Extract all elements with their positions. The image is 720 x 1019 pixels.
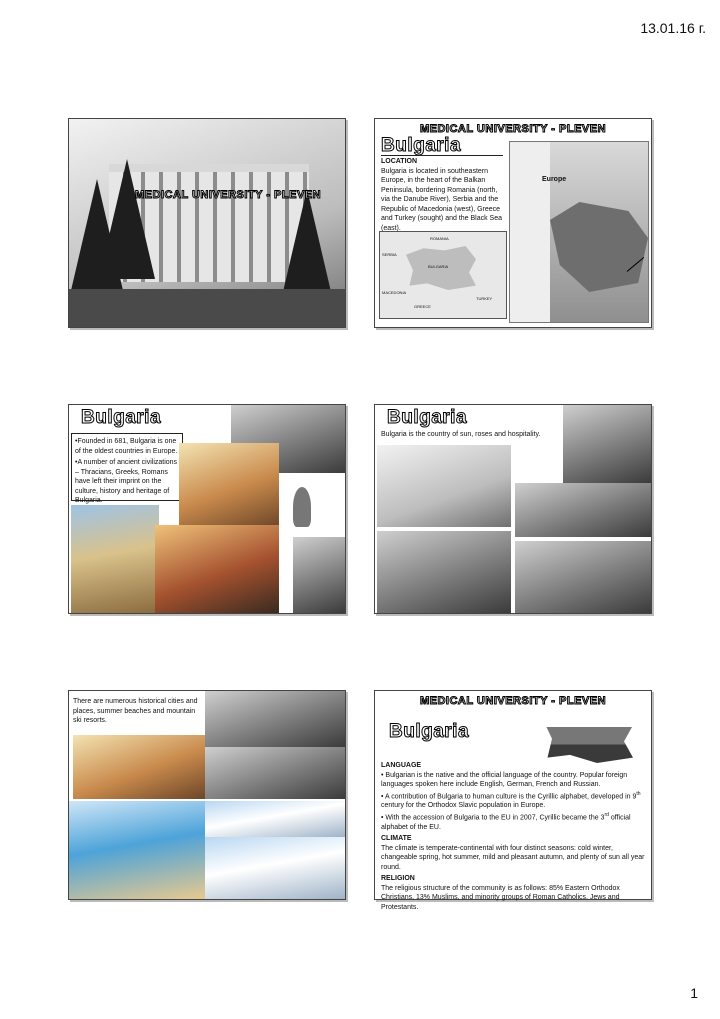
rose-harvest-photo	[515, 541, 651, 613]
mountain-landscape-photo	[377, 531, 511, 613]
label-romania: ROMANIA	[430, 236, 449, 241]
slide-header: MEDICAL UNIVERSITY - PLEVEN	[419, 695, 607, 707]
page-number: 1	[690, 985, 698, 1001]
overlay-title: MEDICAL UNIVERSITY - PLEVEN	[135, 189, 322, 201]
ski-slope-photo	[205, 801, 345, 837]
slide-header: MEDICAL UNIVERSITY - PLEVEN	[419, 123, 607, 135]
slide-title: Bulgaria	[381, 135, 462, 156]
slide-title: Bulgaria	[81, 407, 162, 428]
europe-map	[509, 141, 649, 323]
language-p3-text-end: official alphabet of the EU.	[381, 814, 631, 831]
history-textbox	[71, 433, 183, 504]
fortress-tower-photo	[293, 537, 345, 613]
tree-left-2	[99, 159, 155, 279]
ancient-ruins-photo	[179, 443, 279, 527]
thracian-tomb-fresco-photo	[155, 525, 279, 613]
location-text: Bulgaria is located in southeastern Europe, in the heart of the Balkan Peninsula, bordering Romania (north, via the Danube River), Serbia and the Republic of Macedonia (west), Greece and Turkey (sought) and the Black Sea (east).	[381, 167, 503, 232]
language-heading: LANGUAGE	[381, 762, 422, 769]
language-p3-sup: rd	[604, 811, 609, 818]
language-p2-sup: th	[636, 790, 641, 797]
language-paragraph-1: • Bulgarian is the native and the official language of the country. Popular foreign languages spoken here include English, German, French and Russian.	[381, 771, 628, 788]
slide-resorts	[68, 690, 346, 900]
religion-heading: RELIGION	[381, 875, 415, 883]
sunflower-field-photo	[377, 445, 511, 527]
label-macedonia: MACEDONIA	[382, 290, 407, 295]
roman-amphitheatre-photo	[71, 505, 159, 613]
rose-picker-photo	[515, 483, 651, 537]
rhyton-shape	[293, 487, 311, 527]
location-box	[381, 155, 503, 234]
slide-title: Bulgaria	[387, 407, 468, 428]
golden-rhyton-photo	[283, 481, 323, 533]
location-heading: LOCATION	[381, 158, 418, 165]
historic-city-photo	[73, 735, 205, 799]
language-section	[381, 761, 645, 912]
slide-university-photo	[68, 118, 346, 328]
language-p3-text: • With the accession of Bulgaria to the EU in 2007, Cyrillic became the 3	[381, 814, 605, 822]
slide-sun-roses	[374, 404, 652, 614]
bulgaria-flag-map	[543, 709, 633, 763]
label-turkey: TURKEY	[476, 296, 493, 301]
bulgaria-map	[379, 231, 507, 319]
language-p2-text-end: century for the Orthodox Slavic population in Europe.	[381, 802, 546, 810]
slide-language-climate	[374, 690, 652, 911]
folk-costume-girls-photo	[563, 405, 651, 483]
university-building-photo	[69, 119, 345, 327]
language-paragraph-2	[381, 790, 645, 811]
europe-label: Europe	[542, 176, 567, 183]
slide-title: Bulgaria	[389, 721, 470, 742]
language-paragraph-3	[381, 811, 645, 832]
coastline-photo	[205, 691, 345, 747]
resorts-text: There are numerous historical cities and places, summer beaches and mountain ski resorts.	[73, 698, 198, 724]
slide-subtitle: Bulgaria is the country of sun, roses and hospitality.	[381, 431, 541, 438]
history-bullet-2: •A number of ancient civilizations – Thracians, Greeks, Romans have left their imprint on the culture, history and heritage of Bulgaria.	[75, 459, 178, 504]
climate-text: The climate is temperate-continental with four distinct seasons: cold winter, changeable spring, hot summer, mild and pleasant autumn, and plenty of sun all year round.	[381, 844, 645, 871]
label-serbia: SERBIA	[382, 252, 397, 257]
label-bulgaria: BULGARIA	[428, 264, 449, 269]
beach-resort-photo	[69, 801, 205, 899]
climate-heading: CLIMATE	[381, 835, 412, 843]
label-greece: GREECE	[414, 304, 431, 309]
ocean-area	[510, 142, 550, 322]
slide-location	[374, 118, 652, 328]
history-bullet-1: •Founded in 681, Bulgaria is one of the oldest countries in Europe.	[75, 438, 178, 455]
snow-forest-photo	[205, 837, 345, 899]
language-p2-text: • A contribution of Bulgaria to human culture is the Cyrillic alphabet, developed in 9	[381, 792, 637, 800]
continent-shape	[550, 202, 648, 292]
crowd-ground	[69, 289, 345, 327]
religion-text: The religious structure of the community is as follows: 85% Eastern Orthodox Christians, 13% Muslims, and minority groups of Roman Catholics, Jews and Protestants.	[381, 884, 620, 911]
print-date: 13.01.16 г.	[640, 20, 706, 36]
lake-photo	[205, 747, 345, 799]
slide-history	[68, 404, 346, 614]
